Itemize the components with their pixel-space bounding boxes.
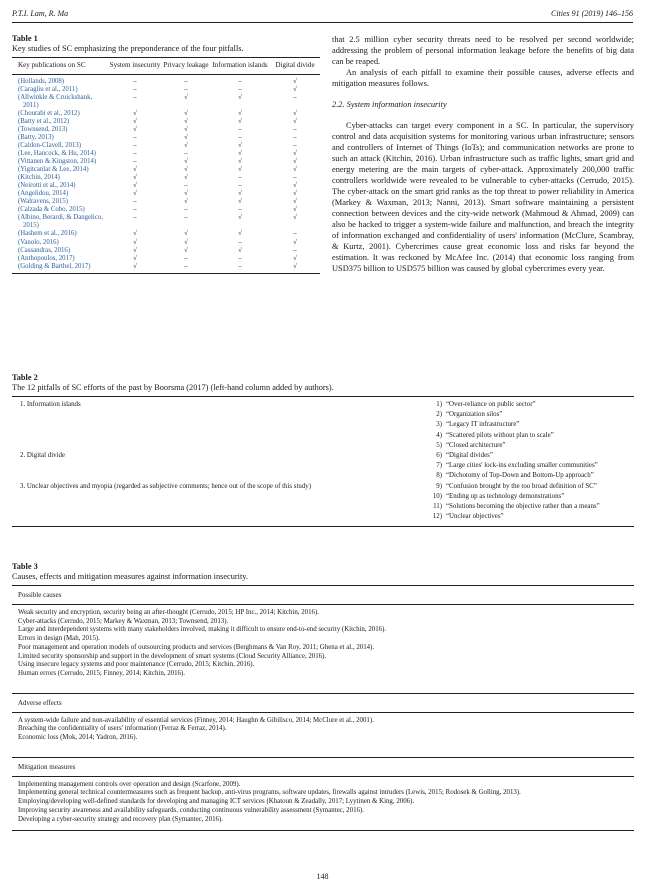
mark-cell: √ xyxy=(293,182,297,190)
list-item: Employing/developing well-defined standards for developing and managing ICT services (Khatoun & Zeadally, 2017; Lyytinen & King, 2006). xyxy=(18,798,415,806)
mark-cell: √ xyxy=(133,230,137,238)
publication-cell xyxy=(12,214,108,230)
category-label: 1. Information islands xyxy=(20,401,81,408)
mark-cell: √ xyxy=(293,198,297,206)
mark-cell: √ xyxy=(293,77,297,85)
pitfall-item xyxy=(424,461,634,471)
pitfall-number: 5) xyxy=(436,441,442,449)
table-row xyxy=(12,110,320,118)
publication-cell xyxy=(12,78,108,86)
citation-link[interactable]: (Walravens, 2015) xyxy=(18,198,69,206)
pitfall-number: 10) xyxy=(432,492,442,500)
mark-cell: – xyxy=(184,206,188,214)
mark-cell: √ xyxy=(133,166,137,174)
mark-cell: √ xyxy=(184,190,188,198)
table-row xyxy=(12,118,320,126)
table-3 xyxy=(12,562,634,831)
mark-cell: √ xyxy=(238,158,242,166)
publication-cell xyxy=(12,263,108,271)
table-3-caption: Causes, effects and mitigation measures against information insecurity. xyxy=(12,572,248,581)
table-row xyxy=(12,255,320,263)
table-1-body xyxy=(12,75,320,273)
pitfall-item xyxy=(424,502,634,512)
table-row xyxy=(12,198,320,206)
pitfall-text: “Ending up as technology demonstrations” xyxy=(446,492,565,500)
mark-cell: √ xyxy=(238,166,242,174)
mark-cell: √ xyxy=(293,190,297,198)
publication-cell xyxy=(12,134,108,142)
table-row xyxy=(12,206,320,214)
pitfall-text: “Digital divides” xyxy=(446,452,493,460)
mark-cell: √ xyxy=(293,150,297,158)
table-row xyxy=(12,78,320,86)
pitfall-item xyxy=(424,441,634,451)
mark-cell: √ xyxy=(238,93,242,101)
column-header: Digital divide xyxy=(275,61,315,69)
table-row xyxy=(12,126,320,134)
citation-link[interactable]: (Hashem et al., 2016) xyxy=(18,230,77,238)
citation-link[interactable]: (Angelidou, 2014) xyxy=(18,190,69,198)
publication-cell xyxy=(12,255,108,263)
mark-cell: √ xyxy=(184,117,188,125)
pitfall-number: 12) xyxy=(432,513,442,521)
mark-cell: – xyxy=(238,125,242,133)
mark-cell: √ xyxy=(293,238,297,246)
pitfall-number: 4) xyxy=(436,431,442,439)
publication-cell xyxy=(12,206,108,214)
paragraph: that 2.5 million cyber security threats need to be resolved per second worldwide; addressing the problem of personal information leakage before the benefits of big data can be reaped. xyxy=(332,35,634,66)
mark-cell: √ xyxy=(133,238,137,246)
table-row xyxy=(12,190,320,198)
table-3-label: Table 3 xyxy=(12,562,38,571)
publication-cell xyxy=(12,86,108,94)
mark-cell: √ xyxy=(238,141,242,149)
pitfall-text: “Solutions becoming the objective rather than a means” xyxy=(446,503,600,511)
category-label: 2. Digital divide xyxy=(20,452,65,459)
pitfall-text: “Over-reliance on public sector” xyxy=(446,401,536,408)
table-row xyxy=(12,166,320,174)
pitfall-text: “Confusion brought by the too broad definition of SC” xyxy=(446,482,597,490)
mark-cell: – xyxy=(238,254,242,262)
mark-cell: – xyxy=(133,214,137,222)
mark-cell: – xyxy=(184,77,188,85)
pitfall-item xyxy=(424,431,634,441)
column-header: Privacy leakage xyxy=(163,61,209,69)
mark-cell: – xyxy=(238,77,242,85)
citation-link[interactable]: (Kitchin, 2014) xyxy=(18,174,60,182)
table-rule xyxy=(12,273,320,274)
citation-link[interactable]: (Batty, 2013) xyxy=(18,133,54,141)
publication-cell xyxy=(12,94,108,110)
mark-cell: – xyxy=(133,206,137,214)
mark-cell: – xyxy=(238,206,242,214)
pitfall-number: 9) xyxy=(436,482,442,490)
list-item: Large and interdependent systems with many stakeholders involved, making it difficult to ensure end-to-end security (Kitchin, 2016). xyxy=(18,626,387,634)
mark-cell: √ xyxy=(133,125,137,133)
mark-cell: √ xyxy=(293,254,297,262)
table-1-label: Table 1 xyxy=(12,34,38,43)
mark-cell: – xyxy=(184,150,188,158)
mark-cell: √ xyxy=(293,262,297,270)
section-items xyxy=(12,777,634,831)
mark-cell: – xyxy=(133,85,137,93)
mark-cell: – xyxy=(133,77,137,85)
citation-link[interactable]: (Albino, Berardi, & Dangelico, 2015) xyxy=(18,214,103,230)
publication-cell xyxy=(12,150,108,158)
mark-cell: – xyxy=(133,150,137,158)
pitfall-number: 8) xyxy=(436,472,442,480)
table-2-categories xyxy=(12,400,424,522)
mark-cell: √ xyxy=(133,109,137,117)
list-item: Developing a cyber-security strategy and recovery plan (Symantec, 2016). xyxy=(18,815,223,823)
pitfall-text: “Legacy IT infrastructure” xyxy=(446,421,520,429)
publication-cell xyxy=(12,230,108,238)
citation-link[interactable]: (Golding & Barthel, 2017) xyxy=(18,262,91,270)
mark-cell: – xyxy=(184,254,188,262)
table-row xyxy=(12,174,320,182)
publication-cell xyxy=(12,182,108,190)
table-rule xyxy=(12,526,634,527)
table-1-caption: Key studies of SC emphasizing the preponderance of the four pitfalls. xyxy=(12,44,244,53)
mark-cell: – xyxy=(184,262,188,270)
mark-cell: √ xyxy=(293,214,297,222)
publication-cell xyxy=(12,247,108,255)
citation-link[interactable]: (Neirotti et al., 2014) xyxy=(18,182,76,190)
mark-cell: √ xyxy=(293,117,297,125)
paragraph: Cyber-attacks can target every component in a SC. In particular, the supervisory control and data acquisition systems for monitoring various urban infrastructure; sensors and controllers of Internet of Things (IoTs); and communication networks are prone to such an attack (Kitchin, 2016). Urban infrastructure such as traffic lights, smart grid and energy metering are the main targets of cyber-attack. Approximately 200,000 traffic controllers worldwide were revealed to be vulnerable to cyber-attacks (Cerrudo, 2015). The cyber-attack on the smart grid ranks as the top threat to power reliability in America (Markey & Waxman, 2013; Nanni, 2013). Smart software maintaining a persistent connection between devices and the city-wide network (Mahmoud & Ahmad, 2009) can also be hacked to trigger a system-wide failure and malfunction, and breach the integrity of information exchanged and confidentiality of users' information (McClure, Scambray, & Kurtz, 2001). Cybercrimes cause great economic loss and risks far beyond the estimation. It was reckoned by McAfee Inc. (2014) that economic loss ranging from USD375 billion to USD575 billion was caused by global cybercrimes every year. xyxy=(332,121,634,273)
mark-cell: – xyxy=(238,238,242,246)
publication-cell xyxy=(12,198,108,206)
citation-link[interactable]: (Cassandras, 2016) xyxy=(18,246,71,254)
section-items xyxy=(12,713,634,749)
publication-cell xyxy=(12,110,108,118)
table-2-caption: The 12 pitfalls of SC efforts of the past by Boorsma (2017) (left-hand column added by authors). xyxy=(12,383,334,392)
mark-cell: √ xyxy=(133,262,137,270)
section-header: Adverse effects xyxy=(18,698,62,707)
mark-cell: – xyxy=(293,246,297,254)
mark-cell: √ xyxy=(184,166,188,174)
mark-cell: √ xyxy=(184,198,188,206)
mark-cell: – xyxy=(293,125,297,133)
mark-cell: √ xyxy=(184,109,188,117)
mark-cell: √ xyxy=(238,109,242,117)
mark-cell: – xyxy=(293,174,297,182)
mark-cell: √ xyxy=(238,246,242,254)
pitfall-text: “Large cities' lock-ins excluding smaller communities” xyxy=(446,462,598,470)
mark-cell: √ xyxy=(184,141,188,149)
paragraph: An analysis of each pitfall to examine their possible causes, adverse effects and mitigation measures follows. xyxy=(332,68,634,88)
publication-cell xyxy=(12,166,108,174)
mark-cell: √ xyxy=(184,125,188,133)
mark-cell: – xyxy=(133,93,137,101)
section-spacer xyxy=(12,685,634,693)
mark-cell: – xyxy=(293,230,297,238)
list-item: Cyber-attacks (Cerrudo, 2015; Markey & Waxman, 2013; Townsend, 2013). xyxy=(18,617,229,625)
list-item: A system-wide failure and non-availability of essential services (Finney, 2014; Haughn & Gibilisco, 2014; McClure et al., 2001). xyxy=(18,716,374,724)
pitfall-number: 1) xyxy=(436,401,442,408)
publication-cell xyxy=(12,126,108,134)
mark-cell: √ xyxy=(293,206,297,214)
list-item: Errors in design (Mah, 2015). xyxy=(18,635,100,643)
mark-cell: √ xyxy=(238,150,242,158)
mark-cell: √ xyxy=(293,85,297,93)
category-label: 3. Unclear objectives and myopia (regarded as subjective comments; hence out of the scope of this study) xyxy=(20,482,312,490)
mark-cell: – xyxy=(293,133,297,141)
table-3-body xyxy=(12,585,634,831)
pitfall-item xyxy=(424,482,634,492)
pitfall-text: “Organization silos” xyxy=(446,411,503,419)
mark-cell: √ xyxy=(293,166,297,174)
list-item: Human errors (Cerrudo, 2015; Finney, 2014; Kitchin, 2016). xyxy=(18,669,186,677)
list-item: Economic loss (Mok, 2014; Yadron, 2016). xyxy=(18,734,138,742)
pitfall-item xyxy=(424,512,634,522)
pitfall-number: 11) xyxy=(433,503,442,511)
list-item: Using insecure legacy systems and poor maintenance (Cerrudo, 2015; Kitchin, 2016). xyxy=(18,661,255,669)
mark-cell: – xyxy=(133,141,137,149)
list-item: Breaching the confidentiality of users' information (Ferraz & Ferraz, 2014). xyxy=(18,725,227,733)
list-item: Implementing management controls over operation and design (Scarfone, 2009). xyxy=(18,780,241,788)
section-header: Possible causes xyxy=(18,591,62,599)
section-heading: 2.2. System information insecurity xyxy=(332,100,447,109)
mark-cell: √ xyxy=(238,214,242,222)
mark-cell: – xyxy=(133,158,137,166)
citation-link[interactable]: (Batty et al., 2012) xyxy=(18,117,70,125)
table-rule xyxy=(12,830,634,831)
table-row xyxy=(12,230,320,238)
table-row xyxy=(12,94,320,110)
mark-cell: √ xyxy=(184,158,188,166)
mark-cell: – xyxy=(184,214,188,222)
pitfall-text: “Closed architecture” xyxy=(446,441,506,449)
table-1-header-row xyxy=(12,58,320,74)
mark-cell: – xyxy=(133,198,137,206)
table-2-label: Table 2 xyxy=(12,373,38,382)
citation-link[interactable]: (Hollands, 2008) xyxy=(18,77,65,85)
mark-cell: – xyxy=(238,85,242,93)
pitfall-number: 3) xyxy=(436,421,442,429)
header-rule xyxy=(12,22,633,23)
mark-cell: √ xyxy=(184,93,188,101)
running-header-authors: P.T.I. Lam, R. Ma xyxy=(12,9,69,18)
table-2-pitfalls xyxy=(424,400,634,522)
mark-cell: √ xyxy=(184,230,188,238)
mark-cell: √ xyxy=(133,246,137,254)
mark-cell: √ xyxy=(238,230,242,238)
pitfall-item xyxy=(424,451,634,461)
table-row xyxy=(12,142,320,150)
mark-cell: – xyxy=(293,141,297,149)
publication-cell xyxy=(12,118,108,126)
pitfall-item xyxy=(424,400,634,410)
column-header: Information islands xyxy=(212,61,268,69)
pitfall-text: “Unclear objectives” xyxy=(446,513,504,521)
publication-cell xyxy=(12,142,108,150)
table-row xyxy=(12,86,320,94)
pitfall-number: 6) xyxy=(436,452,442,460)
section-header: Mitigation measures xyxy=(18,762,76,771)
mark-cell: – xyxy=(184,182,188,190)
mark-cell: – xyxy=(184,85,188,93)
mark-cell: √ xyxy=(238,198,242,206)
mark-cell: – xyxy=(238,174,242,182)
section-items xyxy=(12,605,634,685)
table-row xyxy=(12,239,320,247)
pitfall-item xyxy=(424,420,634,430)
citation-link[interactable]: (Yigitcanlar & Lee, 2014) xyxy=(18,166,89,174)
table-row xyxy=(12,134,320,142)
mark-cell: √ xyxy=(133,182,137,190)
pitfall-item xyxy=(424,492,634,502)
section-spacer xyxy=(12,749,634,757)
column-header: Key publications on SC xyxy=(18,61,86,69)
mark-cell: √ xyxy=(184,246,188,254)
mark-cell: √ xyxy=(133,254,137,262)
mark-cell: √ xyxy=(184,133,188,141)
pitfall-item xyxy=(424,410,634,420)
mark-cell: √ xyxy=(133,117,137,125)
citation-link[interactable]: (Lee, Hancock, & Hu, 2014) xyxy=(18,150,96,158)
pitfall-number: 7) xyxy=(436,462,442,470)
mark-cell: – xyxy=(238,133,242,141)
table-row xyxy=(12,158,320,166)
table-row xyxy=(12,214,320,230)
table-row xyxy=(12,182,320,190)
citation-link[interactable]: (Calzada & Cobo, 2015) xyxy=(18,206,85,214)
citation-link[interactable]: (Chourabi et al., 2012) xyxy=(18,109,80,117)
publication-cell xyxy=(12,190,108,198)
list-item: Poor management and operation models of outsourcing products and services (Berghmans & Van Roy, 2011; Ghena et al., 2014). xyxy=(18,643,375,651)
table-row xyxy=(12,247,320,255)
citation-link[interactable]: (Caragliu et al., 2011) xyxy=(18,85,78,93)
right-column-text xyxy=(332,34,634,274)
mark-cell: √ xyxy=(238,117,242,125)
mark-cell: √ xyxy=(293,109,297,117)
list-item: Implementing general technical countermeasures such as frequent backup, anti-virus programs, software updates, firewalls against intruders (Lewis, 2015; Rodosek & Golling, 2013). xyxy=(18,789,521,797)
mark-cell: √ xyxy=(133,190,137,198)
mark-cell: √ xyxy=(184,174,188,182)
table-1 xyxy=(12,34,320,274)
list-item: Limited security sponsorship and support in the development of smart systems (Cloud Security Alliance, 2016). xyxy=(18,652,327,660)
running-header-journal: Cities 91 (2019) 146–156 xyxy=(551,9,633,18)
citation-link[interactable]: (Vittanen & Kingston, 2014) xyxy=(18,158,97,166)
page-number: 148 xyxy=(316,872,329,881)
mark-cell: √ xyxy=(293,158,297,166)
citation-link[interactable]: (Anthopoulos, 2017) xyxy=(18,254,75,262)
list-item: Improving security awareness and availability safeguards, conducting continuous vulnerability assessment (Symantec, 2016). xyxy=(18,806,364,814)
mark-cell: √ xyxy=(238,190,242,198)
citation-link[interactable]: (Townsend, 2013) xyxy=(18,125,68,133)
mark-cell: √ xyxy=(184,238,188,246)
table-row xyxy=(12,263,320,271)
pitfall-text: “Dichotomy of Top-Down and Bottom-Up approach” xyxy=(446,472,594,480)
publication-cell xyxy=(12,239,108,247)
mark-cell: – xyxy=(238,182,242,190)
table-2 xyxy=(12,373,634,527)
list-item: Weak security and encryption, security being an after-thought (Cerrudo, 2015; HP Inc., 2014; Kitchin, 2016). xyxy=(18,609,320,616)
mark-cell: – xyxy=(238,262,242,270)
citation-link[interactable]: (Caldon-Clavell, 2013) xyxy=(18,141,82,149)
table-row xyxy=(12,150,320,158)
pitfall-item xyxy=(424,471,634,481)
citation-link[interactable]: (Allwinkle & Cruickshank, 2011) xyxy=(18,93,93,109)
mark-cell: – xyxy=(293,93,297,101)
publication-cell xyxy=(12,158,108,166)
column-header: System insecurity xyxy=(109,61,161,69)
publication-cell xyxy=(12,174,108,182)
mark-cell: – xyxy=(133,133,137,141)
pitfall-text: “Scattered pilots without plan to scale” xyxy=(446,431,554,439)
table-2-body xyxy=(12,397,634,526)
pitfall-number: 2) xyxy=(436,411,442,419)
citation-link[interactable]: (Vanolo, 2016) xyxy=(18,238,59,246)
mark-cell: √ xyxy=(133,174,137,182)
